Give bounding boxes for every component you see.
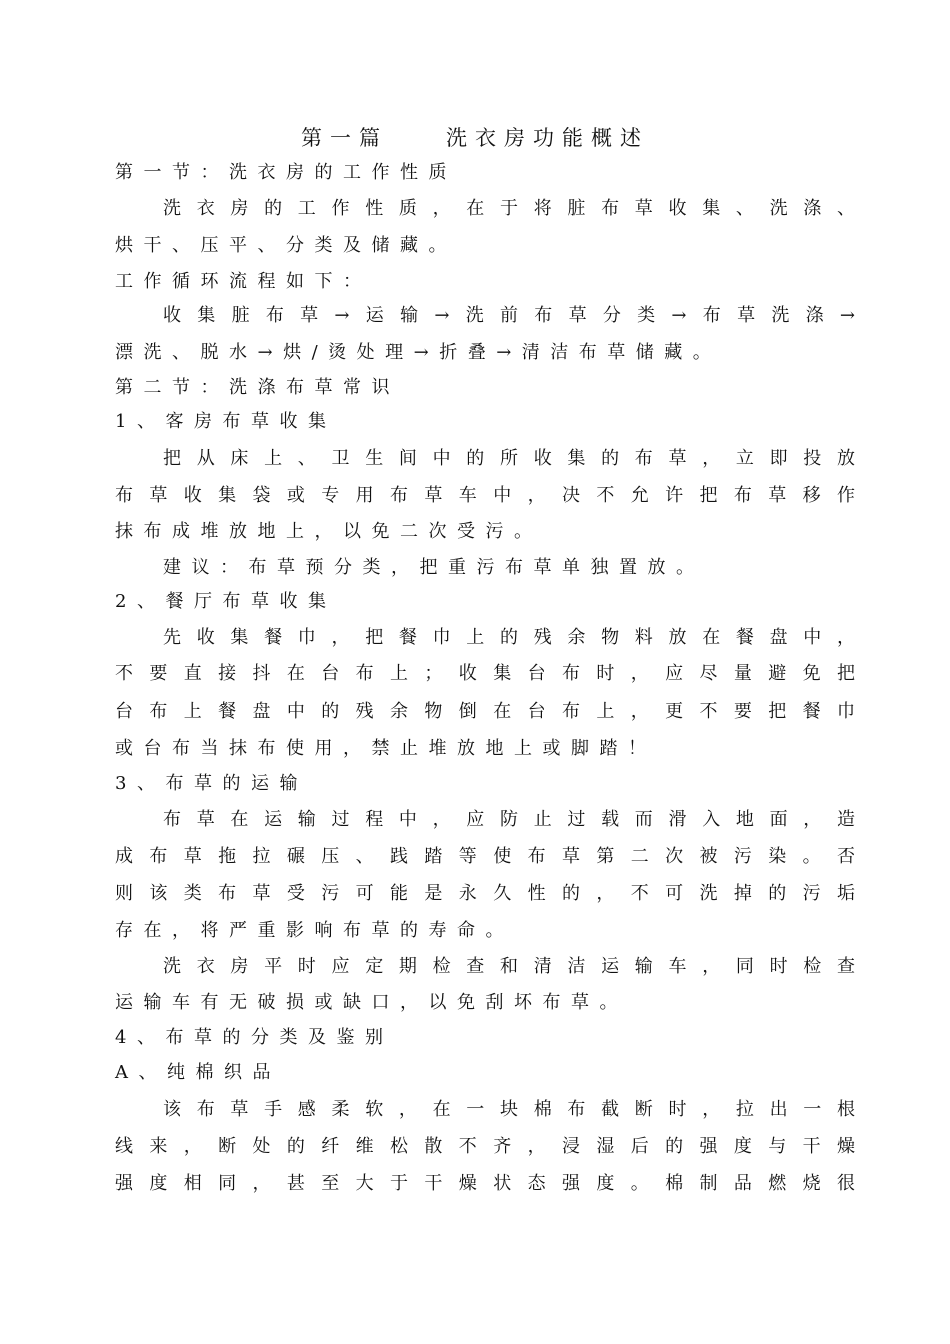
paragraph-line: 该布草手感柔软，在一块棉布截断时，拉出一根 [163, 1099, 855, 1120]
paragraph-line: 布草收集袋或专用布草车中，决不允许把布草移作 [115, 485, 855, 506]
paragraph-line: 工作循环流程如下： [115, 271, 372, 292]
paragraph-line: 台布上餐盘中的残余物倒在台布上，更不要把餐巾 [115, 701, 855, 722]
paragraph-line: 运输车有无破损或缺口，以免刮坏布草。 [115, 992, 628, 1013]
paragraph-line: 不要直接抖在台布上；收集台布时，应尽量避免把 [115, 663, 855, 684]
paragraph-line: 强度相同，甚至大于干燥状态强度。棉制品燃烧很 [115, 1173, 855, 1194]
paragraph-line: 洗衣房的工作性质，在于将脏布草收集、洗涤、 [163, 198, 855, 219]
subsection-heading: 3、布草的运输 [115, 773, 308, 794]
subsection-heading: 2、餐厅布草收集 [115, 591, 337, 612]
chapter-title: 第一篇 洗衣房功能概述 [301, 126, 649, 150]
paragraph-line: 建议：布草预分类，把重污布草单独置放。 [163, 557, 705, 578]
paragraph-line: 线来，断处的纤维松散不齐，浸湿后的强度与干燥 [115, 1136, 855, 1157]
paragraph-line: 成布草拖拉碾压、践踏等使布草第二次被污染。否 [115, 846, 855, 867]
paragraph-line: 洗衣房平时应定期检查和清洁运输车，同时检查 [163, 956, 855, 977]
paragraph-line: 烘干、压平、分类及储藏。 [115, 235, 457, 256]
subsection-heading: 1、客房布草收集 [115, 411, 337, 432]
paragraph-line: 或台布当抹布使用，禁止堆放地上或脚踏！ [115, 738, 657, 759]
paragraph-line: 把从床上、卫生间中的所收集的布草，立即投放 [163, 448, 855, 469]
section-heading: 第一节：洗衣房的工作性质 [115, 162, 457, 183]
section-heading: 第二节：洗涤布草常识 [115, 377, 400, 398]
subsection-heading: 4、布草的分类及鉴别 [115, 1027, 394, 1048]
paragraph-line: 布草在运输过程中，应防止过载而滑入地面，造 [163, 809, 855, 830]
paragraph-line: 则该类布草受污可能是永久性的，不可洗掉的污垢 [115, 883, 855, 904]
paragraph-line: 先收集餐巾，把餐巾上的残余物料放在餐盘中， [163, 627, 855, 648]
flow-line: 漂洗、脱水→烘/烫处理→折叠→清洁布草储藏。 [115, 342, 722, 363]
paragraph-line: 抹布成堆放地上，以免二次受污。 [115, 521, 543, 542]
subsection-heading: A、纯棉织品 [115, 1062, 281, 1083]
flow-line: 收集脏布草→运输→洗前布草分类→布草洗涤→ [163, 305, 855, 326]
paragraph-line: 存在，将严重影响布草的寿命。 [115, 920, 514, 941]
